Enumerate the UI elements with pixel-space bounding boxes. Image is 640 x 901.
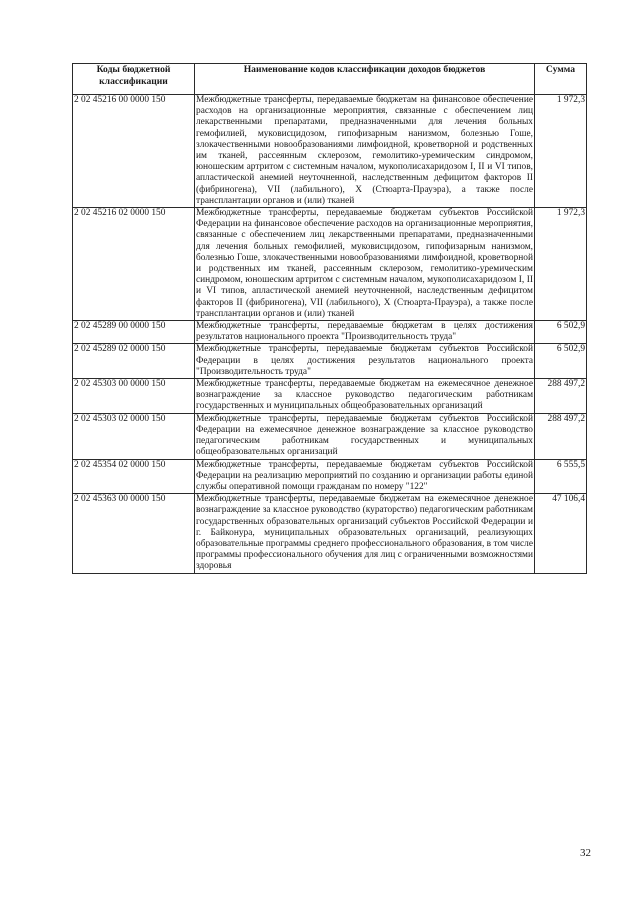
row-name: Межбюджетные трансферты, передаваемые бюджетам субъектов Российской Федерации в целях достижения результатов национального проекта "Производительность труда": [196, 344, 533, 377]
row-code: 2 02 45303 00 0000 150: [73, 379, 195, 414]
row-sum: 1 972,3: [535, 95, 587, 208]
header-sum: Сумма: [535, 64, 587, 95]
row-name: Межбюджетные трансферты, передаваемые бюджетам на ежемесячное денежное вознаграждение за классное руководство педагогическим работникам государственных и муниципальных общеобразовательных организаций: [196, 379, 533, 412]
row-sum: 288 497,2: [535, 413, 587, 459]
table-row: [73, 321, 587, 344]
row-code: 2 02 45303 02 0000 150: [73, 413, 195, 459]
row-sum: 288 497,2: [535, 379, 587, 414]
row-sum: 47 106,4: [535, 494, 587, 573]
row-code: 2 02 45289 02 0000 150: [73, 344, 195, 379]
row-name: Межбюджетные трансферты, передаваемые бюджетам субъектов Российской Федерации на ежемесячное денежное вознаграждение за классное руководство педагогическим работникам государственных и муниципальных общеобразовательных организаций: [196, 413, 533, 458]
row-name: Межбюджетные трансферты, передаваемые бюджетам на ежемесячное денежное вознаграждение за классное руководство (кураторство) педагогическим работникам государственных образовательных организаций субъектов Российской Федерации и г. Байконура, муниципальных образовательных организаций, реализующих образовательные программы среднего профессионального образования, в том числе программы профессионального обучения для лиц с ограниченными возможностями здоровья: [196, 494, 533, 572]
table-row: [73, 379, 587, 414]
header-codes: Коды бюджетной классификации: [73, 64, 195, 95]
row-sum: 6 555,5: [535, 459, 587, 494]
table-row: [73, 494, 587, 573]
row-code: 2 02 45354 02 0000 150: [73, 459, 195, 494]
table-row: [73, 208, 587, 321]
row-name: Межбюджетные трансферты, передаваемые бюджетам в целях достижения результатов национального проекта "Производительность труда": [196, 321, 533, 343]
page-number: 32: [580, 847, 591, 859]
row-sum: 1 972,3: [535, 208, 587, 321]
row-code: 2 02 45363 00 0000 150: [73, 494, 195, 573]
header-names: Наименование кодов классификации доходов бюджетов: [195, 64, 535, 95]
table-row: [73, 413, 587, 459]
row-code: 2 02 45216 00 0000 150: [73, 95, 195, 208]
row-sum: 6 502,9: [535, 344, 587, 379]
table-header-row: [73, 64, 587, 95]
table-row: [73, 95, 587, 208]
row-code: 2 02 45289 00 0000 150: [73, 321, 195, 344]
row-name: Межбюджетные трансферты, передаваемые бюджетам субъектов Российской Федерации на финансовое обеспечение расходов на организационные мероприятия, связанные с обеспечением лиц лекарственными препаратами, предназначенными для лечения больных гемофилией, муковисцидозом, гипофизарным нанизмом, болезнью Гоше, злокачественными новообразованиями лимфоидной, кроветворной и родственных им тканей, рассеянным склерозом, гемолитико-уремическим синдромом, юношеским артритом с системным началом, мукополисахаридозом I, II и VI типов, апластической анемией неуточненной, наследственным дефицитом факторов II (фибриногена), VII (лабильного), X (Стюарта-Прауэра), а также после трансплантации органов и (или) тканей: [196, 208, 533, 319]
row-name: Межбюджетные трансферты, передаваемые бюджетам на финансовое обеспечение расходов на организационные мероприятия, связанные с обеспечением лиц лекарственными препаратами, предназначенными для лечения больных гемофилией, муковисцидозом, гипофизарным нанизмом, болезнью Гоше, злокачественными новообразованиями лимфоидной, кроветворной и родственных им тканей, рассеянным склерозом, гемолитико-уремическим синдромом, юношеским артритом с системным началом, мукополисахаридозом I, II и VI типов, апластической анемией неуточненной, наследственным дефицитом факторов II (фибриногена), VII (лабильного), X (Стюарта-Прауэра), а также после трансплантации органов и (или) тканей: [196, 95, 533, 206]
row-name: Межбюджетные трансферты, передаваемые бюджетам субъектов Российской Федерации на реализацию мероприятий по созданию и организации работы единой службы оперативной помощи гражданам по номеру "122": [196, 459, 533, 492]
budget-revenue-table: [72, 63, 587, 574]
row-sum: 6 502,9: [535, 321, 587, 344]
table-row: [73, 459, 587, 494]
row-code: 2 02 45216 02 0000 150: [73, 208, 195, 321]
table-row: [73, 344, 587, 379]
